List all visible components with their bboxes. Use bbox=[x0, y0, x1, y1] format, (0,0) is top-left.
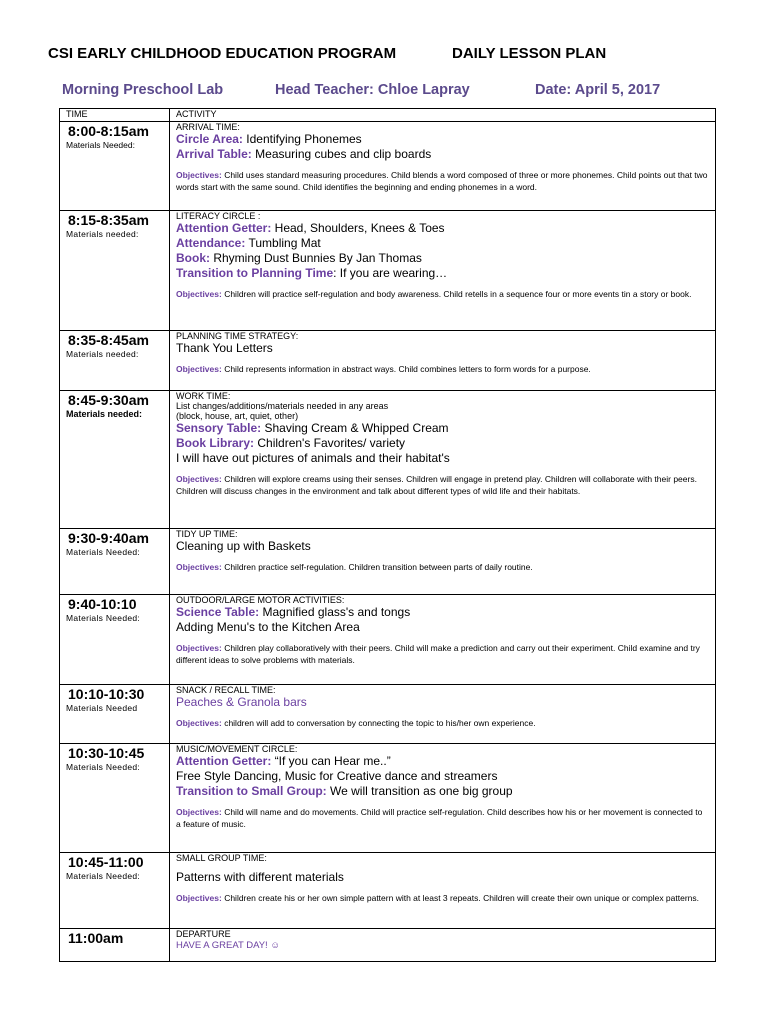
table-row bbox=[60, 685, 716, 744]
activity-label: PLANNING TIME STRATEGY: bbox=[176, 331, 299, 341]
departure-message: HAVE A GREAT DAY! ☺ bbox=[176, 940, 281, 951]
table-row bbox=[60, 122, 716, 211]
activity-value: Rhyming Dust Bunnies By Jan Thomas bbox=[210, 251, 422, 265]
activity-key: Sensory Table: bbox=[176, 421, 262, 435]
plan-date: Date: April 5, 2017 bbox=[535, 82, 661, 98]
table-row bbox=[60, 595, 716, 685]
col-head-time: TIME bbox=[60, 109, 170, 122]
materials-label: Materials Needed: bbox=[66, 613, 141, 623]
objectives-label: Objectives: bbox=[176, 364, 222, 374]
materials-label: Materials Needed: bbox=[66, 871, 141, 881]
activity-text: I will have out pictures of animals and their habitat's bbox=[176, 451, 450, 465]
activity-label: TIDY UP TIME: bbox=[176, 529, 238, 539]
table-row bbox=[60, 853, 716, 929]
activity-label: SNACK / RECALL TIME: bbox=[176, 685, 276, 695]
table-row bbox=[60, 391, 716, 529]
col-head-activity: ACTIVITY bbox=[170, 109, 716, 122]
lab-name: Morning Preschool Lab bbox=[62, 82, 224, 98]
table-header-row bbox=[60, 109, 716, 122]
materials-label: Materials Needed bbox=[66, 703, 138, 713]
materials-label: Materials Needed: bbox=[66, 762, 141, 772]
row-time: 10:45-11:00 bbox=[68, 854, 144, 870]
activity-value: We will transition as one big group bbox=[326, 784, 513, 798]
row-time: 10:30-10:45 bbox=[68, 745, 145, 761]
table-row bbox=[60, 744, 716, 853]
row-time: 10:10-10:30 bbox=[68, 686, 145, 702]
activity-value: Shaving Cream & Whipped Cream bbox=[261, 421, 449, 435]
objectives-label: Objectives: bbox=[176, 474, 222, 484]
activity-key: Science Table: bbox=[176, 605, 260, 619]
materials-label: Materials Needed: bbox=[66, 140, 135, 150]
activity-key: Transition to Small Group: bbox=[176, 784, 327, 798]
program-title: CSI EARLY CHILDHOOD EDUCATION PROGRAM bbox=[48, 45, 397, 62]
activity-value: Children's Favorites/ variety bbox=[254, 436, 406, 450]
activity-key: Circle Area: bbox=[176, 132, 243, 146]
objectives-text: Child uses standard measuring procedures. Child blends a word composed of three or more phonemes. Child points out that two words start with the same sound. Child identifies the beginning and ending phonemes in a word. bbox=[176, 170, 708, 192]
activity-value: Magnified glass's and tongs bbox=[259, 605, 411, 619]
activity-value: Identifying Phonemes bbox=[242, 132, 362, 146]
activity-text: Thank You Letters bbox=[176, 341, 273, 355]
row-time: 9:40-10:10 bbox=[68, 596, 137, 612]
objectives-label: Objectives: bbox=[176, 289, 222, 299]
activity-label: LITERACY CIRCLE : bbox=[176, 211, 261, 221]
table-row bbox=[60, 331, 716, 391]
objectives-text: children will add to conversation by connecting the topic to his/her own experience. bbox=[221, 718, 536, 728]
activity-label: DEPARTURE bbox=[176, 929, 231, 939]
objectives-label: Objectives: bbox=[176, 718, 222, 728]
materials-label: Materials needed: bbox=[66, 349, 139, 359]
table-row bbox=[60, 929, 716, 962]
activity-key: Attention Getter: bbox=[176, 221, 272, 235]
objectives-text: Child represents information in abstract ways. Child combines letters to form words for a purpose. bbox=[221, 364, 591, 374]
objectives-label: Objectives: bbox=[176, 562, 222, 572]
materials-label: Materials Needed: bbox=[66, 547, 141, 557]
lesson-plan-table bbox=[59, 108, 716, 962]
row-time: 8:15-8:35am bbox=[68, 212, 149, 228]
activity-label: WORK TIME: bbox=[176, 391, 231, 401]
objectives-label: Objectives: bbox=[176, 893, 222, 903]
row-time: 8:00-8:15am bbox=[68, 123, 149, 139]
activity-value: Tumbling Mat bbox=[245, 236, 321, 250]
objectives-text: Child will name and do movements. Child will practice self-regulation. Child describes how his or her movement is connected to a feature of music. bbox=[176, 807, 703, 829]
objectives-text: Children will explore creams using their senses. Children will engage in pretend play. Children will collaborate with their peers. Children will discuss changes in the environment and talk about different types of wild life and their habitats. bbox=[176, 474, 697, 496]
objectives-text: Children create his or her own simple pattern with at least 3 repeats. Children will create their own unique or complex patterns. bbox=[221, 893, 700, 903]
activity-text: Cleaning up with Baskets bbox=[176, 539, 311, 553]
table-row bbox=[60, 529, 716, 595]
head-teacher: Head Teacher: Chloe Lapray bbox=[275, 82, 470, 98]
activity-key: Attention Getter: bbox=[176, 754, 272, 768]
document-header bbox=[48, 45, 728, 62]
activity-value: “If you can Hear me..” bbox=[271, 754, 391, 768]
activity-key: Book Library: bbox=[176, 436, 255, 450]
activity-key: Book: bbox=[176, 251, 210, 265]
activity-text: Free Style Dancing, Music for Creative dance and streamers bbox=[176, 769, 498, 783]
activity-key: Arrival Table: bbox=[176, 147, 252, 161]
row-time: 8:45-9:30am bbox=[68, 392, 149, 408]
row-time: 8:35-8:45am bbox=[68, 332, 149, 348]
activity-value: Measuring cubes and clip boards bbox=[251, 147, 432, 161]
row-time: 9:30-9:40am bbox=[68, 530, 149, 546]
activity-note: (block, house, art, quiet, other) bbox=[176, 411, 299, 421]
doc-title: DAILY LESSON PLAN bbox=[452, 45, 607, 62]
activity-label: ARRIVAL TIME: bbox=[176, 122, 240, 132]
activity-key: Transition to Planning Time bbox=[176, 266, 334, 280]
objectives-label: Objectives: bbox=[176, 807, 222, 817]
activity-text: Peaches & Granola bars bbox=[176, 695, 307, 709]
objectives-label: Objectives: bbox=[176, 170, 222, 180]
objectives-text: Children practice self-regulation. Children transition between parts of daily routine. bbox=[221, 562, 533, 572]
activity-text: Adding Menu's to the Kitchen Area bbox=[176, 620, 360, 634]
activity-label: OUTDOOR/LARGE MOTOR ACTIVITIES: bbox=[176, 595, 345, 605]
objectives-label: Objectives: bbox=[176, 643, 222, 653]
row-time: 11:00am bbox=[68, 930, 124, 946]
materials-label: Materials needed: bbox=[66, 229, 139, 239]
activity-value: : If you are wearing… bbox=[333, 266, 448, 280]
table-row bbox=[60, 211, 716, 331]
objectives-text: Children play collaboratively with their peers. Child will make a prediction and carry out their experiment. Child examine and try different ideas to solve problems with materials. bbox=[176, 643, 700, 665]
activity-label: SMALL GROUP TIME: bbox=[176, 853, 267, 863]
activity-label: MUSIC/MOVEMENT CIRCLE: bbox=[176, 744, 298, 754]
activity-value: Head, Shoulders, Knees & Toes bbox=[271, 221, 445, 235]
activity-text: Patterns with different materials bbox=[176, 870, 344, 884]
activity-key: Attendance: bbox=[176, 236, 246, 250]
materials-label: Materials needed: bbox=[66, 409, 143, 419]
activity-note: List changes/additions/materials needed in any areas bbox=[176, 401, 389, 411]
objectives-text: Children will practice self-regulation and body awareness. Child retells in a sequence four or more events tin a story or book. bbox=[221, 289, 692, 299]
